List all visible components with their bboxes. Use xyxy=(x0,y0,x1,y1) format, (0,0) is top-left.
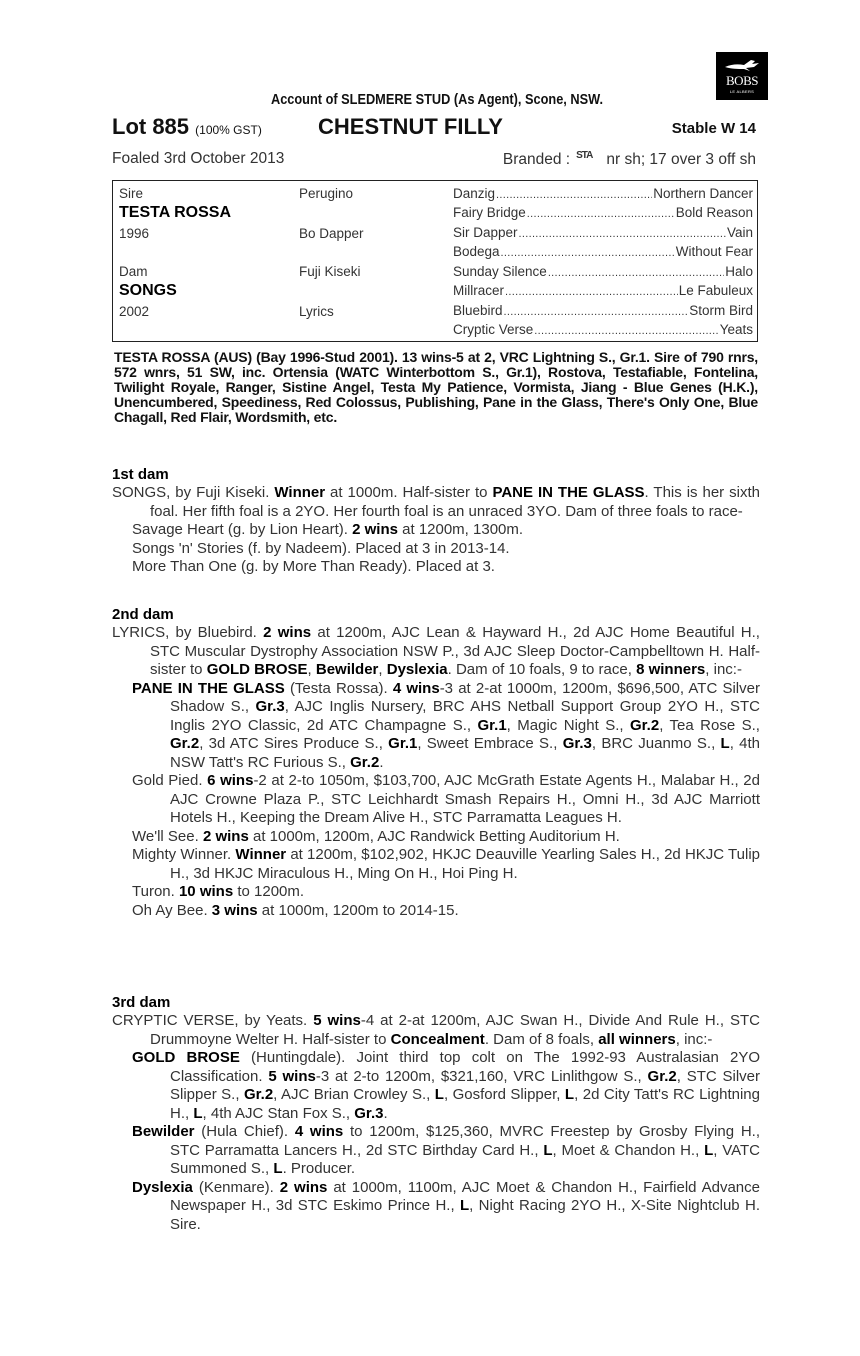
progeny-list xyxy=(112,521,760,577)
progeny-entry: Mighty Winner. Winner at 1200m, $102,902, HKJC Deauville Yearling Sales H., 2d HKJC Tulip H., 3d HKJC Miraculous H., Ming On H., Hoi Ping H. xyxy=(132,846,760,882)
bird-logo-icon xyxy=(724,58,760,72)
progeny-list xyxy=(112,680,760,921)
dam-paragraph: CRYPTIC VERSE, by Yeats. 5 wins-4 at 2-at 1200m, AJC Swan H., Divide And Rule H., STC Drummoyne Welter H. Half-sister to Concealment. Dam of 8 foals, all winners, inc:- xyxy=(112,1012,760,1048)
first-dam-section xyxy=(112,466,760,577)
progeny-entry: PANE IN THE GLASS (Testa Rossa). 4 wins-3 at 2-at 1000m, 1200m, $696,500, ATC Silver Shadow S., Gr.3, AJC Inglis Nursery, BRC AHS Netball Support Group 2YO H., STC Inglis 2YO Classic, 2d ATC Champagne S., Gr.1, Magic Night S., Gr.2, Tea Rose S., Gr.2, 3d ATC Sires Produce S., Gr.1, Sweet Embrace S., Gr.3, BRC Juanmo S., L, 4th NSW Tatt's RC Furious S., Gr.2. xyxy=(132,679,761,771)
great-grandparent-row: Sunday Silence ..... Halo xyxy=(453,264,753,279)
progeny-entry: Bewilder (Hula Chief). 4 wins to 1200m, $125,360, MVRC Freestep by Grosby Flying H., STC Parramatta Lancers H., 2d STC Birthday Card H., L, Moet & Chandon H., L, VATC Summoned S., L. Producer. xyxy=(132,1123,760,1177)
progeny-entry: Oh Ay Bee. 3 wins at 1000m, 1200m to 2014-15. xyxy=(132,901,459,919)
great-grandparent-row: Fairy Bridge ..... Bold Reason xyxy=(453,205,753,220)
sire-dam: Bo Dapper xyxy=(299,226,364,241)
progeny-entry: More Than One (g. by More Than Ready). Placed at 3. xyxy=(132,558,495,575)
section-heading: 1st dam xyxy=(112,466,169,483)
horse-description: CHESTNUT FILLY xyxy=(318,114,503,139)
dam-name: SONGS xyxy=(119,282,177,299)
progeny-entry: Songs 'n' Stories (f. by Nadeem). Placed at 3 in 2013-14. xyxy=(132,539,510,557)
brand-info: Branded : STA nr sh; 17 over 3 off sh xyxy=(502,150,756,168)
great-grandparent-row: Cryptic Verse ..... Yeats xyxy=(453,322,753,337)
progeny-entry: Turon. 10 wins to 1200m. xyxy=(132,883,305,900)
dam-year: 2002 xyxy=(119,304,150,319)
progeny-entry: Savage Heart (g. by Lion Heart). 2 wins at 1200m, 1300m. xyxy=(132,521,524,538)
dam-sire: Fuji Kiseki xyxy=(299,264,361,279)
third-dam-section xyxy=(112,994,760,1234)
sire-name: TESTA ROSSA xyxy=(119,204,232,221)
progeny-entry: We'll See. 2 wins at 1000m, 1200m, AJC Randwick Betting Auditorium H. xyxy=(132,827,620,845)
progeny-list xyxy=(112,1049,760,1234)
progeny-entry: Gold Pied. 6 wins-2 at 2-to 1050m, $103,700, AJC McGrath Estate Agents H., Malabar H., 2d AJC Crowne Plaza P., STC Leichhardt Smash Repairs H., Omni H., 3d AJC Marriott Hotels H., Keeping the Dream Alive H., STC Parramatta Leagues H. xyxy=(132,772,760,826)
great-grandparent-row: Bodega ..... Without Fear xyxy=(453,244,753,259)
progeny-entry: GOLD BROSE (Huntingdale). Joint third top colt on The 1992-93 Australasian 2YO Classification. 5 wins-3 at 2-to 1200m, $321,160, VRC Linlithgow S., Gr.2, STC Silver Slipper S., Gr.2, AJC Brian Crowley S., L, Gosford Slipper, L, 2d City Tatt's RC Lightning H., L, 4th AJC Stan Fox S., Gr.3. xyxy=(132,1049,761,1122)
brand-mark-icon: STA xyxy=(576,150,593,161)
great-grandparent-row: Bluebird ..... Storm Bird xyxy=(453,303,753,318)
dam-paragraph: LYRICS, by Bluebird. 2 wins at 1200m, AJC Lean & Hayward H., 2d AJC Home Beautiful H., STC Muscular Dystrophy Association NSW P., 3d AJC Sleep Doctor-Campbelltown H. Half-sister to GOLD BROSE, Bewilder, Dyslexia. Dam of 10 foals, 9 to race, 8 winners, inc:- xyxy=(112,624,760,678)
bobs-logo xyxy=(716,52,768,100)
sire-summary: TESTA ROSSA (AUS) (Bay 1996-Stud 2001). 13 wins-5 at 2, VRC Lightning S., Gr.1. Sire of 790 rnrs, 572 wnrs, 51 SW, inc. Ortensia (WATC Winterbottom S., Gr.1), Rostova, Testafiable, Fontelina, Twilight Royale, Ranger, Sistine Angel, Testa My Patience, Vormista, Jiang - Blue Genes (H.K.), Unencumbered, Speediness, Red Colossus, Publishing, Pane in the Glass, There's Only One, Blue Chagall, Red Flair, Wordsmith, etc. xyxy=(114,349,758,425)
section-heading: 3rd dam xyxy=(112,994,171,1011)
pedigree-table xyxy=(112,180,758,342)
dam-label: Dam xyxy=(119,264,148,279)
lot-line xyxy=(112,112,762,142)
stable-location: Stable W 14 xyxy=(671,120,756,137)
great-grandparent-row: Millracer ..... Le Fabuleux xyxy=(453,283,753,298)
dam-paragraph: SONGS, by Fuji Kiseki. Winner at 1000m. Half-sister to PANE IN THE GLASS. This is her sixth foal. Her fifth foal is a 2YO. Her fourth foal is an unraced 3YO. Dam of three foals to race- xyxy=(112,484,760,520)
great-grandparent-row: Danzig ..... Northern Dancer xyxy=(453,186,753,201)
section-heading: 2nd dam xyxy=(112,606,174,623)
gst-note: (100% GST) xyxy=(195,123,262,137)
second-dam-section xyxy=(112,606,760,920)
great-grandparent-row: Sir Dapper ..... Vain xyxy=(453,225,753,240)
lot-number: Lot 885 (100% GST) xyxy=(112,114,262,139)
logo-subtitle: LE ALBERS xyxy=(729,89,755,94)
vendor-account: Account of SLEDMERE STUD (As Agent), Scone, NSW. xyxy=(270,92,604,108)
logo-name: BOBS xyxy=(726,73,758,88)
dam-dam: Lyrics xyxy=(299,304,334,319)
sire-sire: Perugino xyxy=(299,186,354,201)
sire-label: Sire xyxy=(119,186,144,201)
sire-year: 1996 xyxy=(119,226,150,241)
foaling-date: Foaled 3rd October 2013 xyxy=(112,150,285,167)
progeny-entry: Dyslexia (Kenmare). 2 wins at 1000m, 1100m, AJC Moet & Chandon H., Fairfield Advance Newspaper H., 3d STC Eskimo Prince H., L, Night Racing 2YO H., X-Site Nightclub H. Sire. xyxy=(132,1178,760,1233)
